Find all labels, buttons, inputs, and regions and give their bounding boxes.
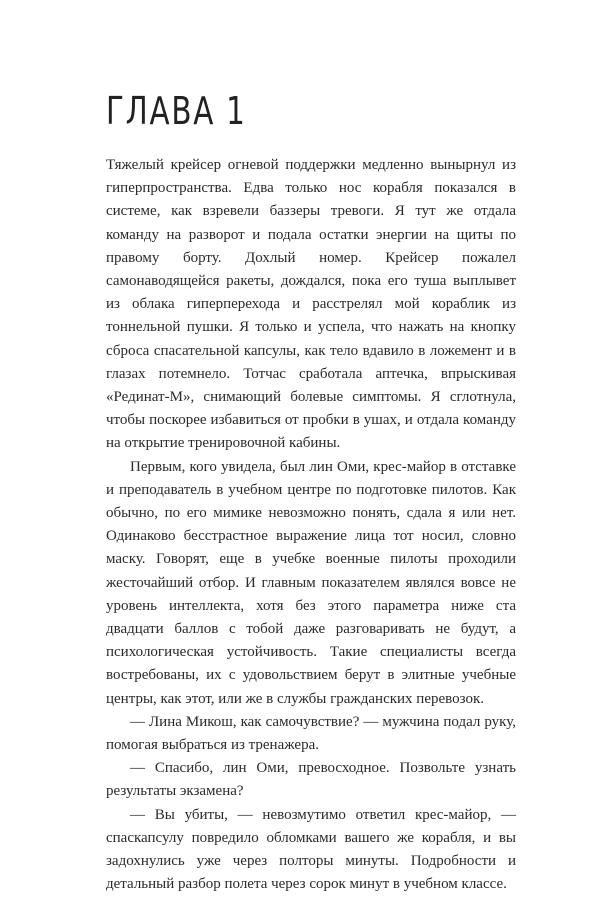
paragraph-2: Первым, кого увидела, был лин Оми, крес-майор в отставке и преподаватель в учебном центре по подготовке пилотов. Как обычно, по его мимике невозможно понять, сдала я или нет. Одинаково бесстрастное выражение лица тот носил, словно маску. Говорят, еще в учебке военные пилоты проходили жесточайший отбор. И главным показателем являлся вовсе не уровень интеллекта, хотя без этого параметра ниже ста двадцати баллов с тобой даже разговаривать не будут, а психологическая устойчивость. Такие специалисты всегда востребованы, их с удовольствием берут в элитные учебные центры, как этот, или же в службы гражданских перевозок. (106, 458, 516, 707)
chapter-body (106, 154, 516, 897)
paragraph-1: Тяжелый крейсер огневой поддержки медленно вынырнул из гиперпространства. Едва только нос корабля показался в системе, как взревели баззеры тревоги. Я тут же отдала команду на разворот и подала остатки энергии на щиты по правому борту. Дохлый номер. Крейсер пожалел самонаводящейся ракеты, дождался, пока его туша выплывет из облака гиперперехода и расстрелял мой кораблик из тоннельной пушки. Я только и успела, что нажать на кнопку сброса спасательной капсулы, как тело вдавило в ложемент и в глазах потемнело. Тотчас сработала аптечка, впрыскивая «Рединат-М», снимающий болевые симптомы. Я сглотнула, чтобы поскорее избавиться от пробки в ушах, и отдала команду на открытие тренировочной кабины. (106, 157, 516, 452)
paragraph-5: — Вы убиты, — невозмутимо ответил крес-майор, — спаскапсулу повредило обломками вашего же корабля, и вы задохнулись уже через полторы минуты. Подробности и детальный разбор полета через сорок минут в учебном классе. (106, 806, 516, 893)
paragraph-4: — Спасибо, лин Оми, превосходное. Позвольте узнать результаты экзамена? (106, 760, 516, 800)
chapter-title: ГЛАВА 1 (106, 89, 247, 133)
paragraph-3: — Лина Микош, как самочувствие? — мужчина подал руку, помогая выбраться из тренажера. (106, 713, 516, 754)
